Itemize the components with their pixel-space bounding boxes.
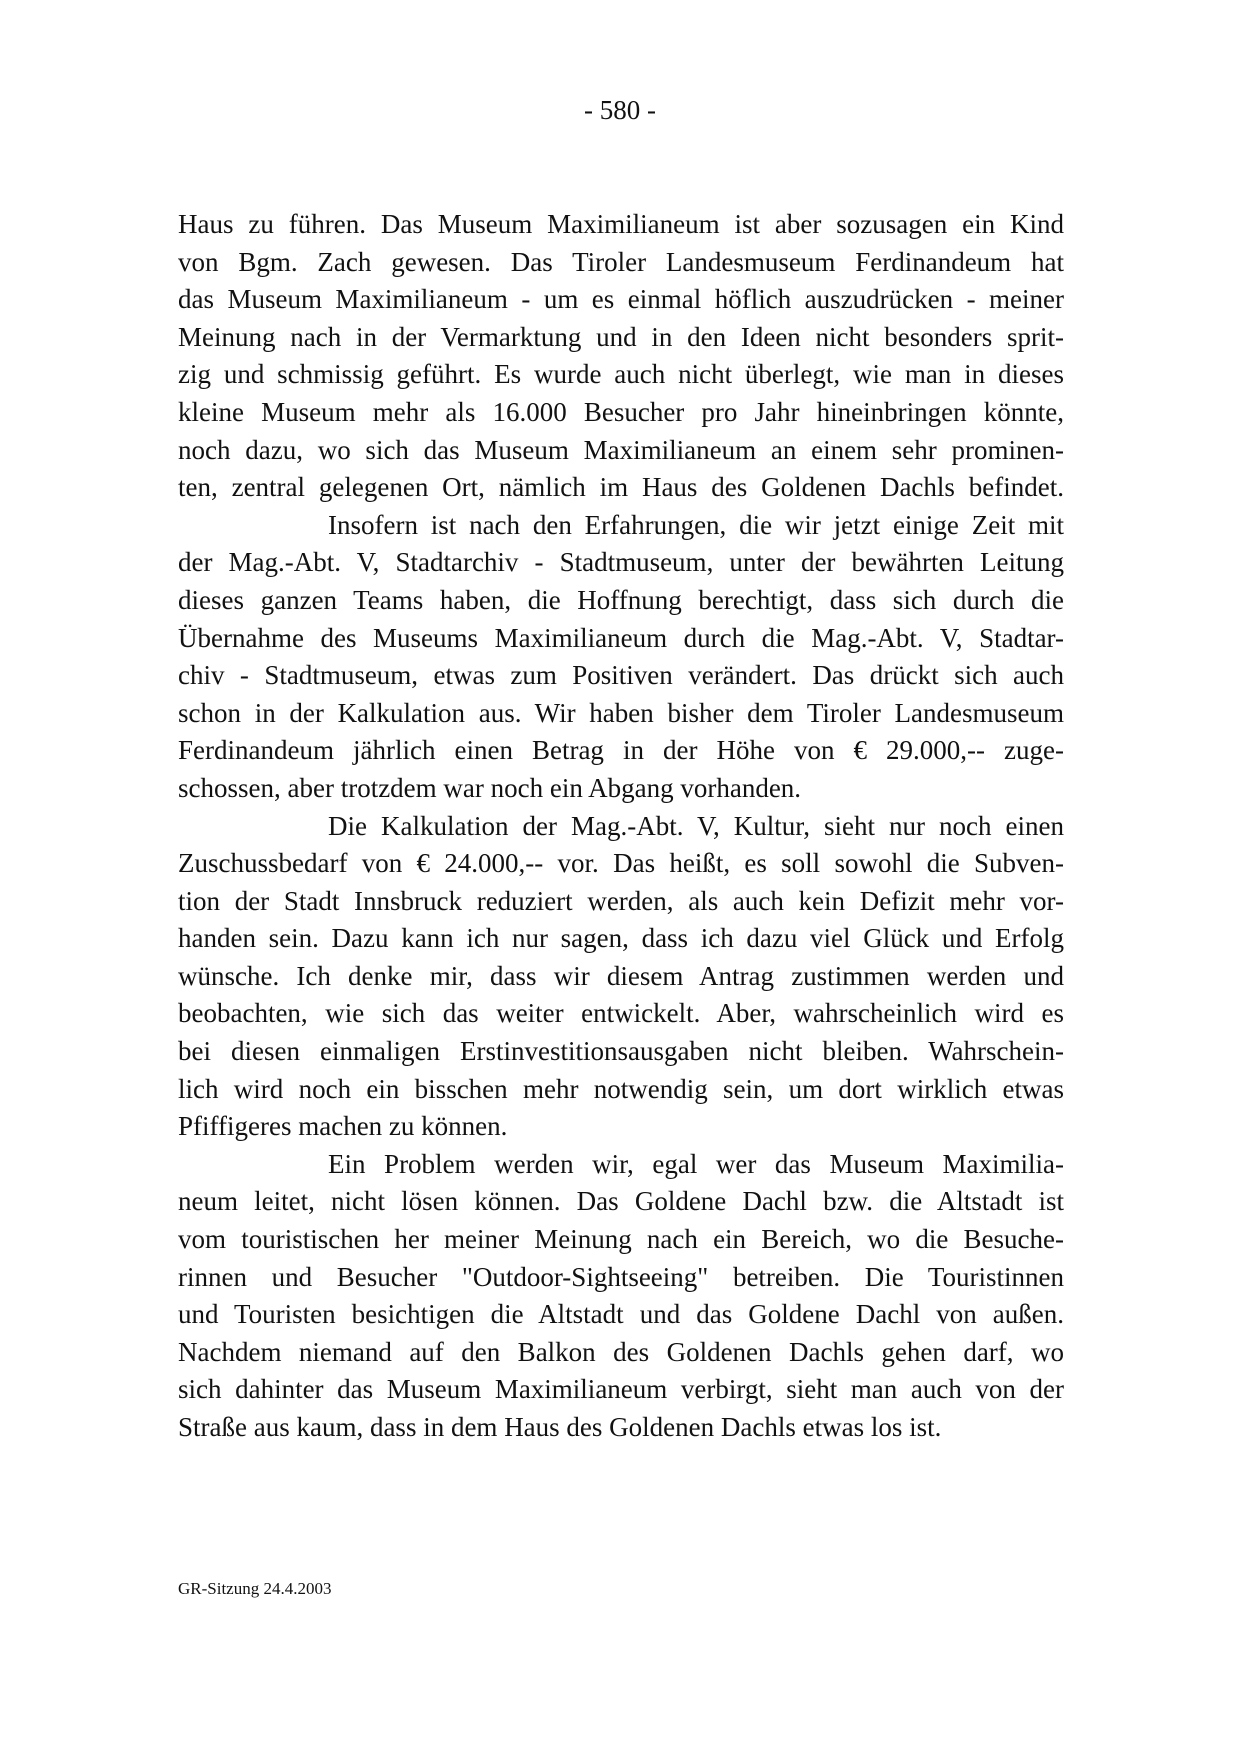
text-line: Übernahme des Museums Maximilianeum durch die Mag.-Abt. V, Stadtar- [178, 622, 1064, 653]
page-number: - 580 - [584, 95, 656, 125]
footer-session-date: GR-Sitzung 24.4.2003 [178, 1579, 332, 1598]
text-line: von Bgm. Zach gewesen. Das Tiroler Landesmuseum Ferdinandeum hat [178, 246, 1064, 277]
text-line: Straße aus kaum, dass in dem Haus des Goldenen Dachls etwas los ist. [178, 1412, 942, 1442]
text-line: tion der Stadt Innsbruck reduziert werden, als auch kein Defizit mehr vor- [178, 885, 1064, 916]
text-line: Nachdem niemand auf den Balkon des Goldenen Dachls gehen darf, wo [178, 1336, 1064, 1367]
text-line: wünsche. Ich denke mir, dass wir diesem Antrag zustimmen werden und [178, 960, 1064, 991]
text-line: Pfiffigeres machen zu können. [178, 1111, 508, 1142]
text-line: neum leitet, nicht lösen können. Das Goldene Dachl bzw. die Altstadt ist [178, 1186, 1064, 1217]
paragraph-first-line: Ein Problem werden wir, egal wer das Museum Maximilia- [328, 1148, 1064, 1179]
text-line: der Mag.-Abt. V, Stadtarchiv - Stadtmuseum, unter der bewährten Leitung [178, 547, 1064, 578]
text-line: Ferdinandeum jährlich einen Betrag in der Höhe von € 29.000,-- zuge- [178, 735, 1064, 766]
text-line: handen sein. Dazu kann ich nur sagen, dass ich dazu viel Glück und Erfolg [178, 923, 1064, 954]
text-line: Haus zu führen. Das Museum Maximilianeum ist aber sozusagen ein Kind [178, 209, 1064, 239]
text-line: vom touristischen her meiner Meinung nach ein Bereich, wo die Besuche- [178, 1224, 1064, 1255]
text-line: bei diesen einmaligen Erstinvestitionsausgaben nicht bleiben. Wahrschein- [178, 1036, 1064, 1067]
text-line: das Museum Maximilianeum - um es einmal höflich auszudrücken - meiner [178, 284, 1064, 315]
text-line: zig und schmissig geführt. Es wurde auch nicht überlegt, wie man in dieses [178, 359, 1064, 390]
text-line: schon in der Kalkulation aus. Wir haben bisher dem Tiroler Landesmuseum [178, 697, 1064, 728]
paragraph-first-line: Die Kalkulation der Mag.-Abt. V, Kultur, sieht nur noch einen [328, 810, 1064, 841]
paragraph-first-line: Insofern ist nach den Erfahrungen, die wir jetzt einige Zeit mit [328, 509, 1064, 540]
text-line: schossen, aber trotzdem war noch ein Abgang vorhanden. [178, 772, 802, 803]
text-line: dieses ganzen Teams haben, die Hoffnung berechtigt, dass sich durch die [178, 584, 1064, 615]
text-line: und Touristen besichtigen die Altstadt und das Goldene Dachl von außen. [178, 1299, 1064, 1330]
text-line: lich wird noch ein bisschen mehr notwendig sein, um dort wirklich etwas [178, 1073, 1064, 1104]
body-text [178, 206, 1064, 1447]
text-line: Meinung nach in der Vermarktung und in den Ideen nicht besonders sprit- [178, 321, 1064, 352]
text-line: kleine Museum mehr als 16.000 Besucher pro Jahr hineinbringen könnte, [178, 396, 1064, 427]
text-line: sich dahinter das Museum Maximilianeum verbirgt, sieht man auch von der [178, 1374, 1064, 1405]
text-line: chiv - Stadtmuseum, etwas zum Positiven verändert. Das drückt sich auch [178, 660, 1064, 691]
text-line: ten, zentral gelegenen Ort, nämlich im Haus des Goldenen Dachls befindet. [178, 472, 1064, 503]
text-line: rinnen und Besucher "Outdoor-Sightseeing" betreiben. Die Touristinnen [178, 1261, 1064, 1292]
text-line: Zuschussbedarf von € 24.000,-- vor. Das heißt, es soll sowohl die Subven- [178, 848, 1064, 879]
text-line: beobachten, wie sich das weiter entwickelt. Aber, wahrscheinlich wird es [178, 998, 1064, 1029]
text-line: noch dazu, wo sich das Museum Maximilianeum an einem sehr prominen- [178, 434, 1064, 465]
